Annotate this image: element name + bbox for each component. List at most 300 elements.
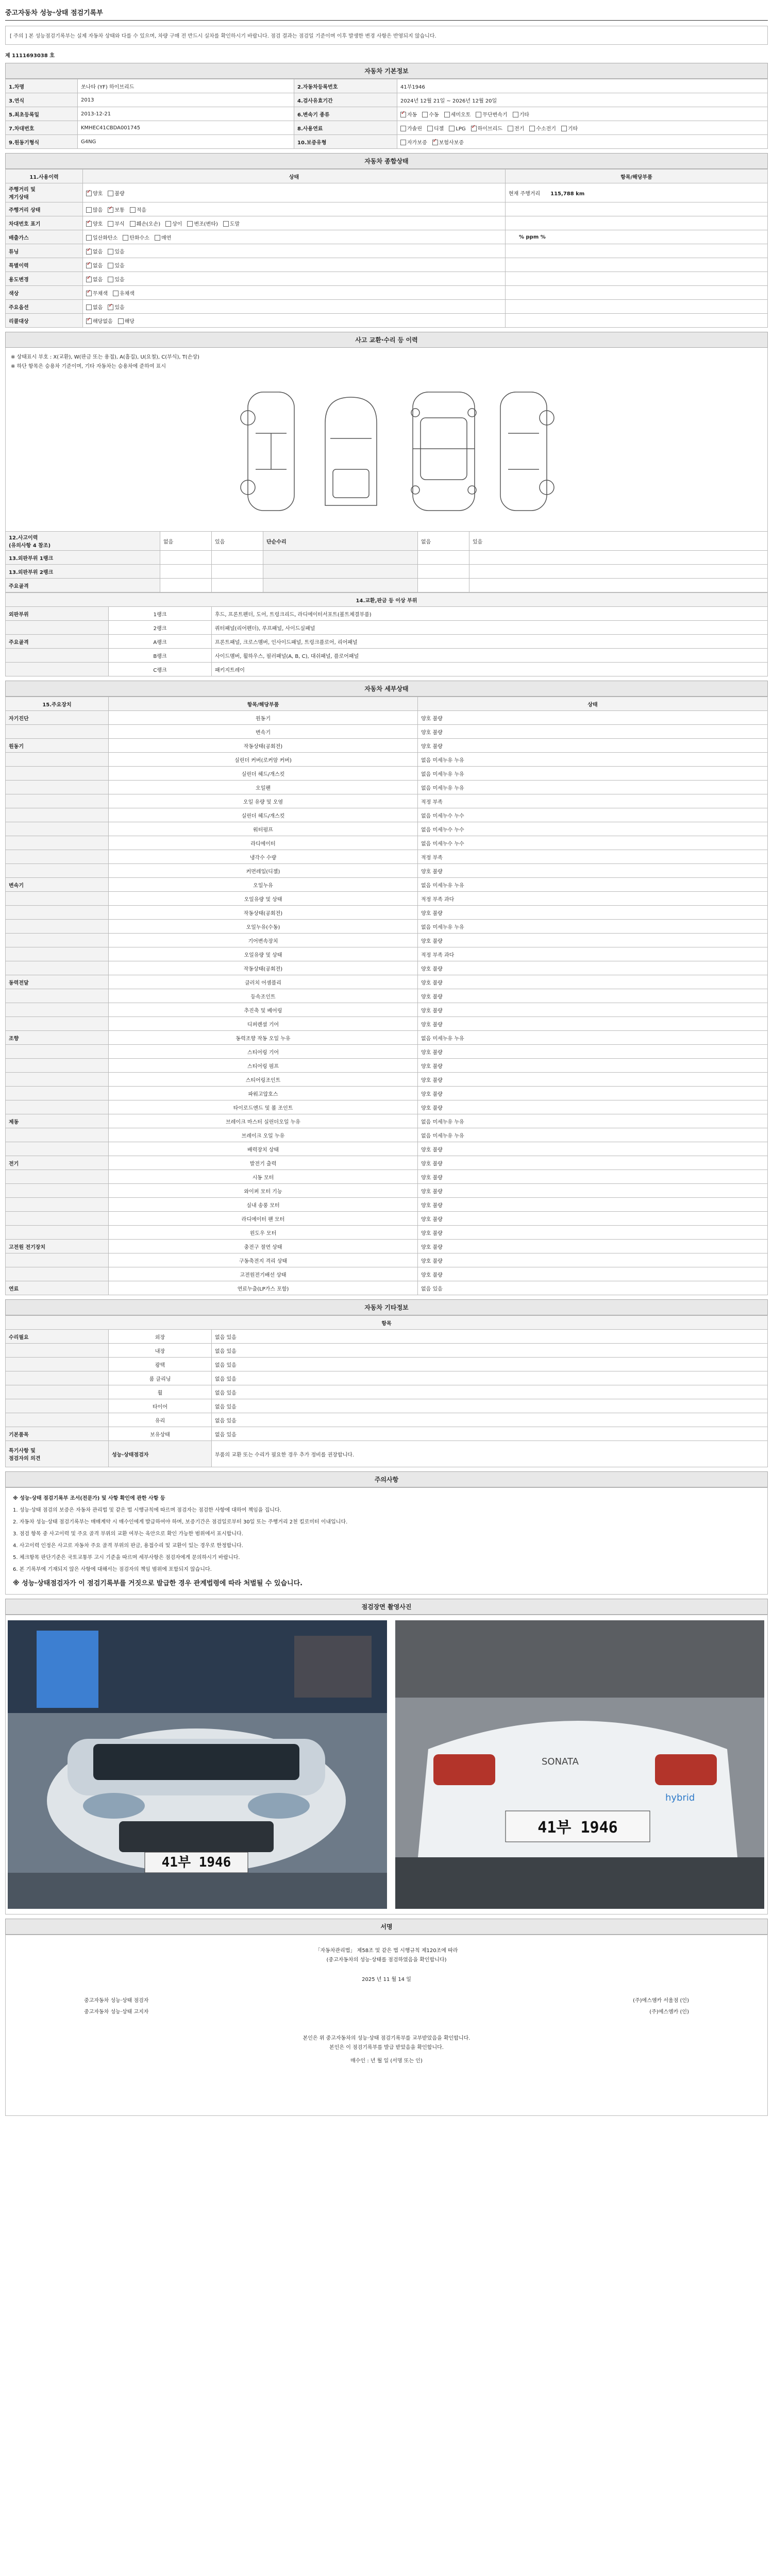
overall-option[interactable] [86,235,117,241]
other-row [6,1427,768,1441]
detail-group: 제동 [6,1114,109,1128]
checkbox-label: 부식 [114,221,125,227]
overall-row [6,202,768,216]
checkbox-icon[interactable] [427,126,433,131]
detail-state: 없음 있음 [418,1281,768,1295]
checkbox-icon[interactable] [86,207,92,213]
overall-table [5,169,768,328]
detail-row [6,1059,768,1073]
detail-state: 양호 불량 [418,711,768,725]
detail-group [6,934,109,947]
overall-label: 특별이력 [6,258,83,272]
overall-extra [506,202,768,216]
special-label: 특기사항 및 점검자의 의견 [6,1441,109,1467]
basic-label: 5.최초등록일 [6,107,78,121]
detail-item: 타이로드엔드 및 볼 조인트 [109,1100,418,1114]
sign-box [5,1935,768,2116]
overall-option[interactable] [86,305,103,311]
detail-group [6,1170,109,1184]
overall-option[interactable] [187,222,217,227]
checkbox-icon[interactable] [476,112,481,117]
detail-state: 양호 불량 [418,739,768,753]
overall-options [83,202,506,216]
note-item: 4. 사고이력 인정은 사고로 자동차 주요 골격 부위의 판금, 용접수리 및 교환이 있는 경우로 한정합니다. [13,1543,243,1549]
accident-cell: 12.사고이력 (유의사항 4 참조) [6,532,160,551]
detail-state: 양호 불량 [418,1003,768,1017]
checkbox-label: 있음 [114,263,125,269]
basic-row [6,121,768,135]
accident-cell [212,551,263,565]
checkbox-label: 보험사보증 [439,140,464,146]
checkbox-icon[interactable] [187,221,193,227]
detail-row [6,906,768,920]
fuel-option[interactable] [529,126,556,132]
notifier-value: (주)에스엠카 (인) [649,2009,689,2015]
rank-group [6,621,109,635]
checkbox-icon[interactable] [422,112,428,117]
checkbox-label: 기타 [519,112,529,118]
detail-row [6,1156,768,1170]
rank-row [6,607,768,621]
overall-option[interactable] [108,277,124,283]
overall-row [6,258,768,272]
detail-item: 등속조인트 [109,989,418,1003]
overall-option[interactable] [86,277,103,283]
checkbox-label: 훼손(오손) [136,221,161,227]
detail-state: 양호 불량 [418,1087,768,1100]
checkbox-icon[interactable] [86,318,92,324]
accident-cell [212,579,263,592]
detail-group: 변속기 [6,878,109,892]
transmission-option[interactable] [513,112,529,118]
overall-extra [506,314,768,328]
rank-parts: 프론트패널, 크로스멤버, 인사이드패널, 트렁크플로어, 리어패널 [212,635,768,649]
checkbox-icon[interactable] [165,221,171,227]
rank-parts: 쿼터패널(리어펜더), 루프패널, 사이드실패널 [212,621,768,635]
fuel-option[interactable] [400,126,422,132]
detail-row [6,878,768,892]
basic-label: 8.사용연료 [294,121,397,135]
other-state: 없음 있음 [212,1358,768,1371]
detail-state: 양호 불량 [418,961,768,975]
detail-item: 냉각수 수량 [109,850,418,864]
rank-level: A랭크 [109,635,212,649]
checkbox-icon[interactable] [449,126,455,131]
checkbox-icon[interactable] [513,112,518,117]
overall-head: 항목/해당부품 [506,170,768,183]
rank-title: 14.교환,판금 등 이상 부위 [6,593,768,607]
overall-extra [506,286,768,300]
basic-row [6,93,768,107]
rank-level: 2랭크 [109,621,212,635]
overall-option[interactable] [108,305,124,311]
detail-row [6,711,768,725]
other-group [6,1413,109,1427]
detail-state: 양호 불량 [418,1017,768,1031]
overall-extra [506,272,768,286]
inspector-value: (주)에스엠카 서울점 (인) [633,1998,689,2004]
other-state: 없음 있음 [212,1371,768,1385]
checkbox-icon[interactable] [400,126,406,131]
checkbox-icon[interactable] [108,263,113,268]
overall-option[interactable] [86,319,113,325]
other-row [6,1330,768,1344]
detail-item: 오일누유 [109,878,418,892]
overall-option[interactable] [86,291,108,297]
detail-row [6,1170,768,1184]
checkbox-icon[interactable] [508,126,513,131]
detail-item: 충전구 절연 상태 [109,1240,418,1253]
checkbox-icon[interactable] [108,249,113,255]
checkbox-icon[interactable] [130,207,136,213]
basic-value [397,107,768,121]
detail-group [6,1045,109,1059]
checkbox-icon[interactable] [113,291,119,296]
front-plate-text: 41부 1946 [161,1855,231,1870]
transmission-option[interactable] [422,112,439,118]
detail-group [6,1184,109,1198]
rear-photo [395,1620,764,1909]
checkbox-icon[interactable] [155,235,160,241]
checkbox-label: 기타 [567,126,578,132]
detail-group [6,1142,109,1156]
detail-item: 실내 송풍 모터 [109,1198,418,1212]
detail-state: 없음 미세누수 누수 [418,822,768,836]
rank-group: 외판부위 [6,607,109,621]
checkbox-icon[interactable] [108,304,113,310]
overall-option[interactable] [86,222,103,227]
detail-item: 클러치 어셈블리 [109,975,418,989]
checkbox-icon[interactable] [86,235,92,241]
overall-option[interactable] [86,263,103,269]
checkbox-icon[interactable] [86,291,92,296]
overall-row [6,314,768,328]
detail-row [6,1253,768,1267]
other-item: 유리 [109,1413,212,1427]
checkbox-label: 양호 [93,191,103,197]
overall-extra-label: 현재 주행거리 [509,191,541,197]
detail-state: 양호 불량 [418,1267,768,1281]
detail-state: 없음 미세누유 누유 [418,920,768,934]
confirm-line-3: 본인은 이 점검기록부를 발급 받았음을 확인합니다. [329,2045,444,2050]
overall-label: 용도변경 [6,272,83,286]
checkbox-icon[interactable] [108,207,113,213]
overall-option[interactable] [130,208,146,213]
accident-cell [263,579,418,592]
detail-state: 없음 미세누유 누유 [418,1128,768,1142]
detail-item: 라디에이터 [109,836,418,850]
checkbox-label: 없음 [93,249,103,255]
checkbox-icon[interactable] [86,191,92,196]
accident-cell: 없음 [160,532,212,551]
detail-group [6,850,109,864]
accident-cell [469,565,768,579]
accident-cell [160,579,212,592]
detail-row [6,1281,768,1295]
checkbox-icon[interactable] [86,221,92,227]
checkbox-label: 가솔린 [407,126,422,132]
detail-state: 적정 부족 과다 [418,947,768,961]
detail-group [6,1100,109,1114]
basic-label: 1.차명 [6,79,78,93]
detail-group [6,836,109,850]
accident-cell [469,551,768,565]
accident-row [6,532,768,551]
other-item: 내장 [109,1344,212,1358]
sign-date: 2025 년 11 월 14 일 [362,1977,411,1982]
fuel-option[interactable] [471,126,502,132]
section-overall: 자동차 종합상태 [5,153,768,169]
detail-item: 스티어링 기어 [109,1045,418,1059]
overall-row [6,244,768,258]
accident-row [6,551,768,565]
detail-item: 디퍼렌셜 기어 [109,1017,418,1031]
checkbox-label: 유채색 [119,291,135,297]
photos-area [5,1615,768,1914]
checkbox-label: 자동 [407,112,417,118]
other-group [6,1371,109,1385]
detail-item: 구동축전지 격리 상태 [109,1253,418,1267]
rank-table [5,592,768,676]
accident-cell [160,551,212,565]
detail-state: 적정 부족 [418,850,768,864]
detail-group [6,947,109,961]
detail-row [6,1142,768,1156]
overall-row [6,230,768,244]
checkbox-icon[interactable] [86,263,92,268]
overall-option[interactable] [86,208,103,213]
overall-head: 상태 [83,170,506,183]
detail-group [6,1128,109,1142]
basic-row [6,135,768,149]
detail-state: 없음 미세누유 누유 [418,878,768,892]
checkbox-label: 있음 [114,277,125,283]
other-state: 없음 있음 [212,1385,768,1399]
checkbox-label: 해당없음 [93,318,113,325]
overall-row [6,272,768,286]
overall-label: 배출가스 [6,230,83,244]
fuel-option[interactable] [561,126,578,132]
rank-row [6,621,768,635]
accident-cell [418,579,469,592]
detail-row [6,1017,768,1031]
detail-state: 양호 불량 [418,1045,768,1059]
overall-label: 리콜대상 [6,314,83,328]
other-group [6,1399,109,1413]
detail-state: 양호 불량 [418,975,768,989]
overall-option[interactable] [123,235,149,241]
signer-table [11,1995,762,2019]
overall-option[interactable] [108,208,124,213]
detail-state: 양호 불량 [418,1156,768,1170]
detail-row [6,947,768,961]
detail-item: 작동상태(공회전) [109,961,418,975]
detail-group [6,1226,109,1240]
fuel-option[interactable] [508,126,524,132]
overall-option[interactable] [130,222,160,227]
detail-state: 양호 불량 [418,1100,768,1114]
transmission-option[interactable] [476,112,507,118]
overall-row [6,300,768,314]
notes-box [5,1487,768,1595]
overall-label: 차대번호 표기 [6,216,83,230]
detail-row [6,1045,768,1059]
other-state: 없음 있음 [212,1330,768,1344]
section-basic-info: 자동차 기본정보 [5,63,768,79]
detail-row [6,975,768,989]
overall-head-row [6,170,768,183]
detail-state: 없음 미세누유 누유 [418,1114,768,1128]
checkbox-icon[interactable] [118,318,124,324]
overall-option[interactable] [108,191,124,197]
checkbox-label: 도말 [229,221,240,227]
basic-label: 6.변속기 종류 [294,107,397,121]
overall-option[interactable] [113,291,135,297]
checkbox-icon[interactable] [400,112,406,117]
detail-row [6,1087,768,1100]
other-state: 없음 있음 [212,1413,768,1427]
other-table [5,1315,768,1467]
checkbox-icon[interactable] [86,277,92,282]
detail-group: 조향 [6,1031,109,1045]
overall-options [83,272,506,286]
rank-parts: 사이드멤버, 휠하우스, 필러패널(A, B, C), 대쉬패널, 플로어패널 [212,649,768,663]
detail-group [6,1059,109,1073]
detail-group: 연료 [6,1281,109,1295]
overall-option[interactable] [108,222,124,227]
detail-row [6,1031,768,1045]
detail-item: 라디에이터 팬 모터 [109,1212,418,1226]
checkbox-icon[interactable] [529,126,535,131]
checkbox-label: 하이브리드 [477,126,502,132]
accident-cell [418,565,469,579]
warranty-option[interactable] [432,140,464,146]
detail-row [6,920,768,934]
fuel-option[interactable] [427,126,444,132]
badge-text: SONATA [542,1756,579,1767]
overall-extra [506,300,768,314]
transmission-option[interactable] [400,112,417,118]
checkbox-label: 전기 [514,126,525,132]
detail-group [6,808,109,822]
checkbox-icon[interactable] [86,249,92,255]
checkbox-icon[interactable] [123,235,128,241]
overall-option[interactable] [155,235,171,241]
overall-option[interactable] [108,263,124,269]
document [5,5,768,2116]
overall-label: 주요옵션 [6,300,83,314]
detail-state: 양호 불량 [418,1253,768,1267]
checkbox-icon[interactable] [223,221,229,227]
other-state: 없음 있음 [212,1344,768,1358]
checkbox-icon[interactable] [400,140,406,145]
checkbox-label: 탄화수소 [129,235,149,241]
checkbox-icon[interactable] [108,191,113,196]
detail-state: 양호 불량 [418,1142,768,1156]
overall-option[interactable] [118,319,135,325]
overall-option[interactable] [86,191,103,197]
overall-option[interactable] [86,249,103,255]
checkbox-label: 없음 [93,263,103,269]
checkbox-label: 많음 [93,207,103,213]
detail-group [6,794,109,808]
detail-group: 원동기 [6,739,109,753]
detail-state: 양호 불량 [418,1212,768,1226]
detail-item: 실린더 커버(로커암 커버) [109,753,418,767]
checkbox-label: 상이 [172,221,182,227]
fuel-option[interactable] [449,126,465,132]
warranty-option[interactable] [400,140,427,146]
note-item: 6. 본 기록부에 기재되지 않은 사항에 대해서는 점검자의 책임 범위에 포함되지 않습니다. [13,1567,212,1572]
rank-parts: 패키지트레이 [212,663,768,676]
hybrid-badge-text: hybrid [665,1792,695,1803]
detail-group [6,906,109,920]
accident-row [6,565,768,579]
rank-level: C랭크 [109,663,212,676]
detail-table [5,697,768,1295]
detail-item: 작동상태(공회전) [109,906,418,920]
overall-options [83,216,506,230]
accident-cell [212,565,263,579]
overall-option[interactable] [223,222,240,227]
legend-line-1: ※ 상태표시 부호 : X(교환), W(판금 또는 용접), A(흠집), U(요철), C(부식), T(손상) [11,354,199,360]
other-row [6,1399,768,1413]
checkbox-icon[interactable] [108,221,113,227]
checkbox-icon[interactable] [432,140,438,145]
detail-row [6,892,768,906]
detail-row [6,1240,768,1253]
certificate-number: 제 1111693038 호 [5,53,55,59]
detail-group [6,1073,109,1087]
checkbox-icon[interactable] [130,221,136,227]
checkbox-icon[interactable] [471,126,477,131]
detail-row [6,753,768,767]
accident-cell: 있음 [469,532,768,551]
overall-options [83,286,506,300]
detail-row [6,808,768,822]
detail-row [6,961,768,975]
detail-state: 양호 불량 [418,1073,768,1087]
detail-state: 양호 불량 [418,1184,768,1198]
detail-group [6,725,109,739]
overall-option[interactable] [108,249,124,255]
other-group [6,1358,109,1371]
detail-state: 양호 불량 [418,725,768,739]
checkbox-icon[interactable] [86,304,92,310]
detail-item: 오일유량 및 상태 [109,892,418,906]
detail-item: 브레이크 오일 누유 [109,1128,418,1142]
transmission-option[interactable] [444,112,471,118]
checkbox-icon[interactable] [108,277,113,282]
checkbox-icon[interactable] [561,126,567,131]
detail-item: 발전기 출력 [109,1156,418,1170]
note-item: 1. 성능·상태 점검의 보증은 자동차 관리법 및 같은 법 시행규칙에 따르며 점검자는 점검한 사항에 대하여 책임을 집니다. [13,1507,281,1513]
checkbox-icon[interactable] [444,112,450,117]
checkbox-label: 있음 [114,249,125,255]
other-row [6,1344,768,1358]
detail-state: 양호 불량 [418,1059,768,1073]
basic-row [6,79,768,93]
detail-item: 커먼레일(디젤) [109,864,418,878]
detail-item: 브레이크 마스터 실린더오일 누유 [109,1114,418,1128]
detail-group [6,767,109,781]
detail-group [6,1003,109,1017]
overall-option[interactable] [165,222,182,227]
detail-state: 양호 불량 [418,864,768,878]
overall-extra [506,244,768,258]
checkbox-label: 해당 [124,318,135,325]
detail-item: 와이퍼 모터 기능 [109,1184,418,1198]
